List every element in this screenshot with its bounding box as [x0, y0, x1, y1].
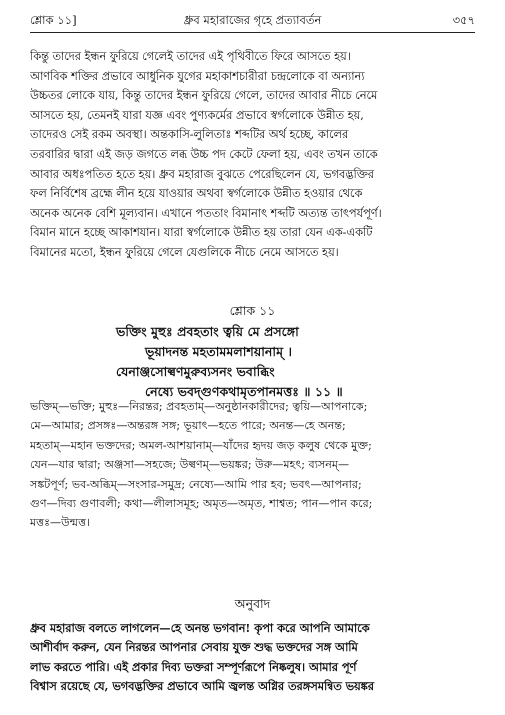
synonyms-line: ভক্তিম্—ভক্তি; মুহুঃ—নিরন্তর; প্রবহতাম্—অনুষ্ঠানকারীদের; ত্বয়ি—আপনাকে;	[30, 400, 368, 413]
synonyms-line: মহতাম্—মহান ভক্তদের; অমল-আশয়ানাম্—যাঁদের হৃদয় জড় কলুষ থেকে মুক্ত;	[30, 438, 372, 452]
synonyms-line: সঙ্কটপূর্ণ; ভব-অব্ধিম্—সংসার-সমুদ্র; নেষ্যে—আমি পার হব; ভবৎ—আপনার;	[30, 477, 362, 491]
verse-line: ভূয়াদনন্ত মহতামমলাশয়ানাম্ ।	[145, 344, 292, 359]
synonyms-line: গুণ—দিব্য গুণাবলী; কথা—লীলাসমূহ; অমৃত—অমৃত, শাশ্বত; পান—পান করে;	[30, 497, 373, 511]
translation-paragraph	[30, 619, 475, 697]
header-page-number: ৩৫৭	[452, 13, 475, 27]
verse-line: ভক্তিং মুহুঃ প্রবহতাং ত্বয়ি মে প্রসঙ্গো	[116, 324, 299, 339]
purport-line: ফল নির্বিশেষ ব্রহ্মে লীন হয়ে যাওয়ার অথবা স্বর্গলোকে উন্নীত হওয়ার থেকে	[30, 187, 363, 201]
translation-heading: অনুবাদ	[234, 596, 271, 611]
purport-line: তরবারির দ্বারা এই জড় জগতে লব্ধ উচ্চ পদ কেটে ফেলা হয়, এবং তখন তাকে	[30, 147, 378, 161]
translation-line: আশীর্বাদ করুন, যেন নিরন্তর আপনার সেবায় যুক্ত শুদ্ধ ভক্তদের সঙ্গ আমি	[30, 640, 358, 655]
header-rule	[30, 32, 475, 33]
synonyms-line: যেন—যার দ্বারা; অঞ্জসা—সহজে; উল্বণম্—ভয়ঙ্কর; উরু—মহৎ; ব্যসনম্—	[30, 458, 350, 472]
purport-line: আবার অধঃপতিত হতে হয়। ধ্রুব মহারাজ বুঝতে পেরেছিলেন যে, ভগবদ্ভক্তির	[30, 167, 374, 181]
translation-line: লাভ করতে পারি। এই প্রকার দিব্য ভক্তরা সম্পূর্ণরূপে নিষ্কলুষ। আমার পূর্ণ	[30, 659, 357, 674]
synonyms-line: মে—আমার; প্রসঙ্গঃ—অন্তরঙ্গ সঙ্গ; ভূয়াৎ—হতে পারে; অনন্ত—হে অনন্ত;	[30, 419, 346, 433]
purport-line: বিমানের মতো, ইন্ধন ফুরিয়ে গেলে যেগুলিকে নীচে নেমে আসতে হয়।	[30, 245, 339, 259]
translation-line: ধ্রুব মহারাজ বলতে লাগলেন—হে অনন্ত ভগবান! কৃপা করে আপনি আমাকে	[30, 621, 370, 635]
synonyms-block	[30, 397, 475, 533]
header-verse-ref: শ্লোক ১১]	[30, 13, 77, 27]
purport-paragraph	[30, 47, 475, 263]
purport-line: বিমান মানে হচ্ছে আকাশযান। যারা স্বর্গলোকে উন্নীত হয় তারা যেন এক-একটি	[30, 226, 373, 240]
purport-line: আসতে হয়, তেমনই যারা যজ্ঞ এবং পুণ্যকর্মের প্রভাবে স্বর্গলোকে উন্নীত হয়,	[30, 108, 364, 122]
purport-line: উচ্চতর লোকে যায়, কিন্তু তাদের ইন্ধন ফুরিয়ে গেলে, তাদের আবার নীচে নেমে	[30, 89, 378, 103]
running-header	[30, 12, 475, 32]
purport-line: তাদেরও সেই রকম অবস্থা। অন্তকাসি-লুলিতাঃ শব্দটির অর্থ হচ্ছে, কালের	[30, 128, 349, 142]
verse-line: যেনাঞ্জসোল্বণমুরুব্যসনং ভবাব্ধিং	[116, 364, 275, 379]
verse-line: নেষ্যে ভবদ্গুণকথামৃতপানমত্তঃ ॥ ১১ ॥	[145, 384, 343, 399]
purport-line: অনেক অনেক বেশি মূল্যবান। এখানে পততাং বিমানাৎ শব্দটি অত্যন্ত তাৎপর্যপূর্ণ।	[30, 206, 382, 220]
synonyms-line: মত্তঃ—উন্মত্ত।	[30, 516, 91, 530]
verse-heading: শ্লোক ১১	[229, 303, 276, 318]
header-chapter-title: ধ্রুব মহারাজের গৃহে প্রত্যাবর্তন	[183, 13, 322, 27]
purport-line: আণবিক শক্তির প্রভাবে আধুনিক যুগের মহাকাশচারীরা চন্দ্রলোকে বা অন্যান্য	[30, 69, 365, 83]
translation-line: বিশ্বাস রয়েছে যে, ভগবদ্ভক্তির প্রভাবে আমি জ্বলন্ত অগ্নির তরঙ্গসমন্বিত ভয়ঙ্কর	[30, 679, 374, 694]
purport-line: কিন্তু তাদের ইন্ধন ফুরিয়ে গেলেই তাদের এই পৃথিবীতে ফিরে আসতে হয়।	[30, 50, 351, 63]
